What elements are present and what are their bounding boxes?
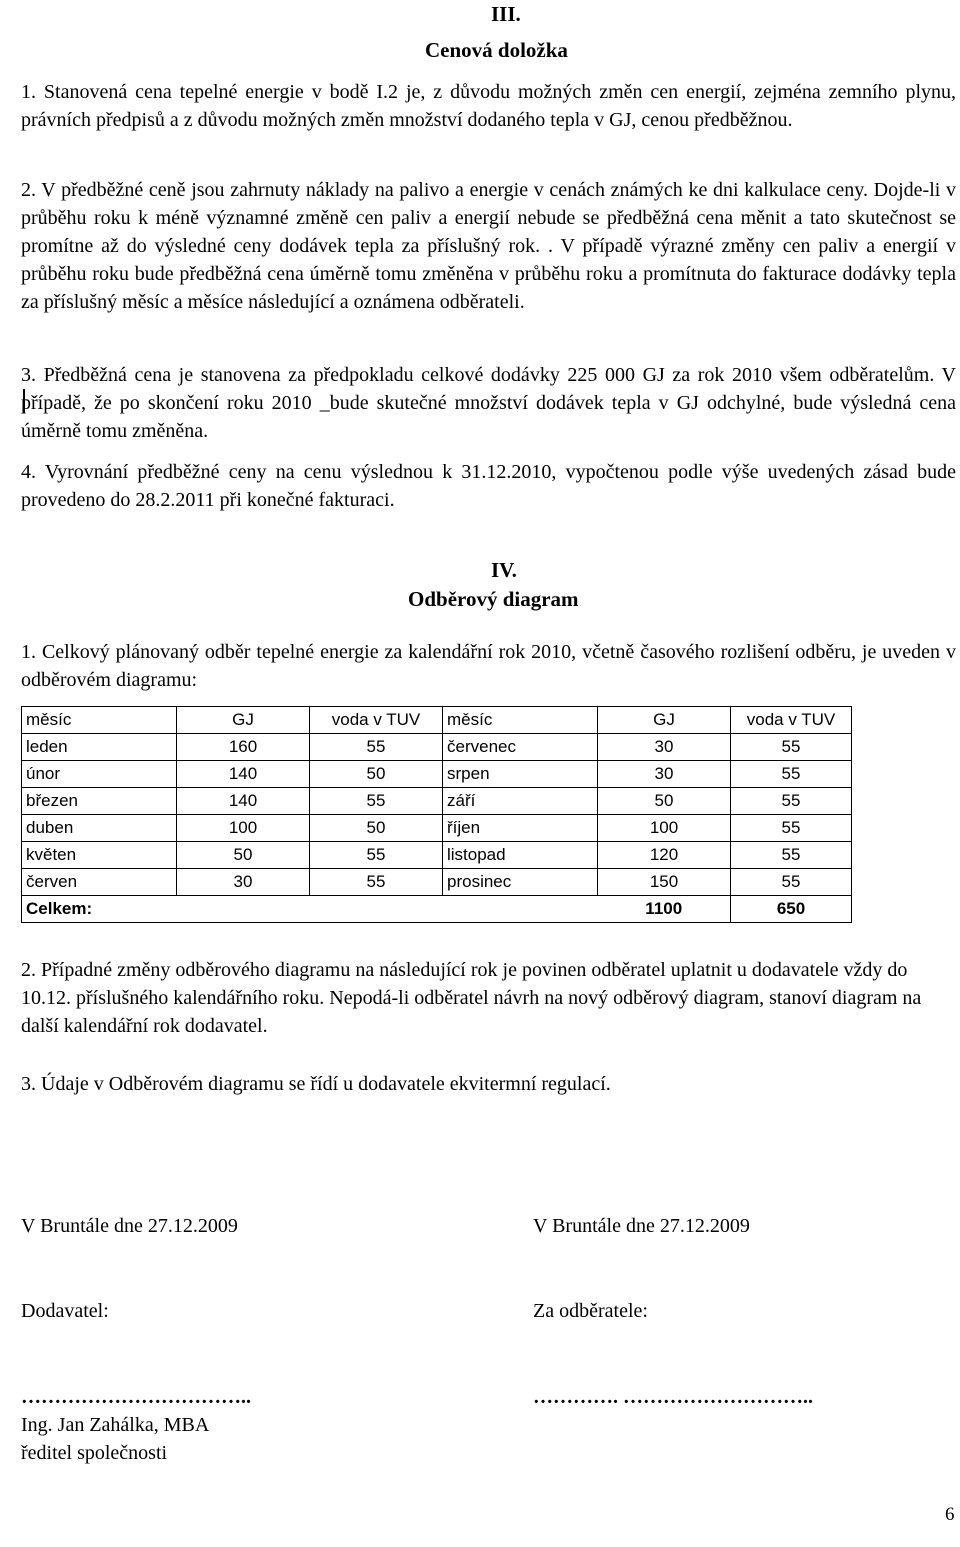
table-cell: 50 (177, 842, 310, 869)
table-header: GJ (177, 707, 310, 734)
total-water: 650 (731, 896, 852, 923)
consumption-table (21, 706, 852, 923)
table-row (22, 869, 852, 896)
table-row (22, 788, 852, 815)
table-cell: duben (22, 815, 177, 842)
table-cell: 55 (731, 761, 852, 788)
table-cell: 120 (598, 842, 731, 869)
table-cell: listopad (443, 842, 598, 869)
table-header-row (22, 707, 852, 734)
table-cell: září (443, 788, 598, 815)
table-cell: 30 (598, 734, 731, 761)
table-cell: 55 (310, 842, 443, 869)
paragraph: 3. Údaje v Odběrovém diagramu se řídí u dodavatele ekvitermní regulací. (21, 1073, 611, 1095)
table-header: měsíc (22, 707, 177, 734)
paragraph: 2. V předběžné ceně jsou zahrnuty náklady na palivo a energie v cenách známých ke dni kalkulace ceny. Dojde-li v průběhu roku k méně významné změně cen paliv a energií nebude se předběžná cena měnit a tato skutečnost se promítne až do výsledné ceny dodávek tepla za příslušný rok. . V případě výrazné změny cen paliv a energií v průběhu roku bude předběžná cena úměrně tomu změněna v průběhu roku a promítnuta do fakturace dodávky tepla za příslušný měsíc a měsíce následující a oznámena odběrateli. (21, 179, 956, 313)
table-total-row (22, 896, 852, 923)
table-header: GJ (598, 707, 731, 734)
table-cell: únor (22, 761, 177, 788)
table-cell: červen (22, 869, 177, 896)
table-cell: 55 (310, 869, 443, 896)
table-cell: květen (22, 842, 177, 869)
signature-role: Dodavatel: (21, 1300, 109, 1322)
table-cell: leden (22, 734, 177, 761)
signatory-name: Ing. Jan Zahálka, MBA (21, 1414, 210, 1436)
signature-role: Za odběratele: (533, 1300, 648, 1322)
table-cell: 140 (177, 788, 310, 815)
table-cell-empty (443, 896, 598, 923)
section-title: Cenová doložka (425, 38, 568, 62)
table-cell: 30 (598, 761, 731, 788)
paragraph: 1. Celkový plánovaný odběr tepelné energie za kalendářní rok 2010, včetně časového rozlišení odběru, je uveden v odběrovém diagramu: (21, 641, 956, 691)
table-cell: 55 (310, 788, 443, 815)
table-cell: 55 (310, 734, 443, 761)
table-header: voda v TUV (731, 707, 852, 734)
table-cell: 100 (598, 815, 731, 842)
table-cell: 55 (731, 842, 852, 869)
table-cell: 50 (310, 761, 443, 788)
table-cell: 150 (598, 869, 731, 896)
section-title: Odběrový diagram (408, 587, 579, 611)
table-cell-empty (310, 896, 443, 923)
signature-place-date: V Bruntále dne 27.12.2009 (21, 1215, 238, 1237)
page-number: 6 (945, 1504, 955, 1525)
table-cell: srpen (443, 761, 598, 788)
table-row (22, 842, 852, 869)
section-number: III. (491, 2, 521, 26)
table-cell: 55 (731, 869, 852, 896)
table-cell: říjen (443, 815, 598, 842)
table-cell: 55 (731, 734, 852, 761)
table-cell-empty (177, 896, 310, 923)
signature-line: …………. ……………………….. (533, 1386, 813, 1408)
table-row (22, 815, 852, 842)
paragraph: 2. Případné změny odběrového diagramu na následující rok je povinen odběratel uplatnit u dodavatele vždy do 10.12. příslušného kalendářního roku. Nepodá-li odběratel návrh na nový odběrový diagram, stanoví diagram na další kalendářní rok dodavatel. (21, 959, 922, 1037)
table-cell: 55 (731, 815, 852, 842)
signatory-title: ředitel společnosti (21, 1442, 168, 1464)
signature-line: …………………………….. (21, 1386, 251, 1408)
table-cell: 160 (177, 734, 310, 761)
total-label: Celkem: (22, 896, 177, 923)
section-number: IV. (491, 558, 517, 582)
total-gj: 1100 (598, 896, 731, 923)
table-cell: červenec (443, 734, 598, 761)
table-row (22, 734, 852, 761)
paragraph: 3. Předběžná cena je stanovena za předpokladu celkové dodávky 225 000 GJ za rok 2010 všem odběratelům. V případě, že po skončení roku 2010 _bude skutečné množství dodávek tepla v GJ odchylné, bude výsledná cena úměrně tomu změněna. (21, 364, 956, 442)
table-cell: 140 (177, 761, 310, 788)
signature-place-date: V Bruntále dne 27.12.2009 (533, 1215, 750, 1237)
table-cell: 30 (177, 869, 310, 896)
table-cell: prosinec (443, 869, 598, 896)
table-cell: 50 (310, 815, 443, 842)
table-header: voda v TUV (310, 707, 443, 734)
table-header: měsíc (443, 707, 598, 734)
table-cell: 50 (598, 788, 731, 815)
table-row (22, 761, 852, 788)
paragraph: 4. Vyrovnání předběžné ceny na cenu výslednou k 31.12.2010, vypočtenou podle výše uvedených zásad bude provedeno do 28.2.2011 při konečné fakturaci. (21, 461, 956, 511)
table-cell: 100 (177, 815, 310, 842)
table-cell: 55 (731, 788, 852, 815)
table-cell: březen (22, 788, 177, 815)
paragraph: 1. Stanovená cena tepelné energie v bodě I.2 je, z důvodu možných změn cen energií, zejména zemního plynu, právních předpisů a z důvodu možných změn množství dodaného tepla v GJ, cenou předběžnou. (21, 81, 956, 131)
